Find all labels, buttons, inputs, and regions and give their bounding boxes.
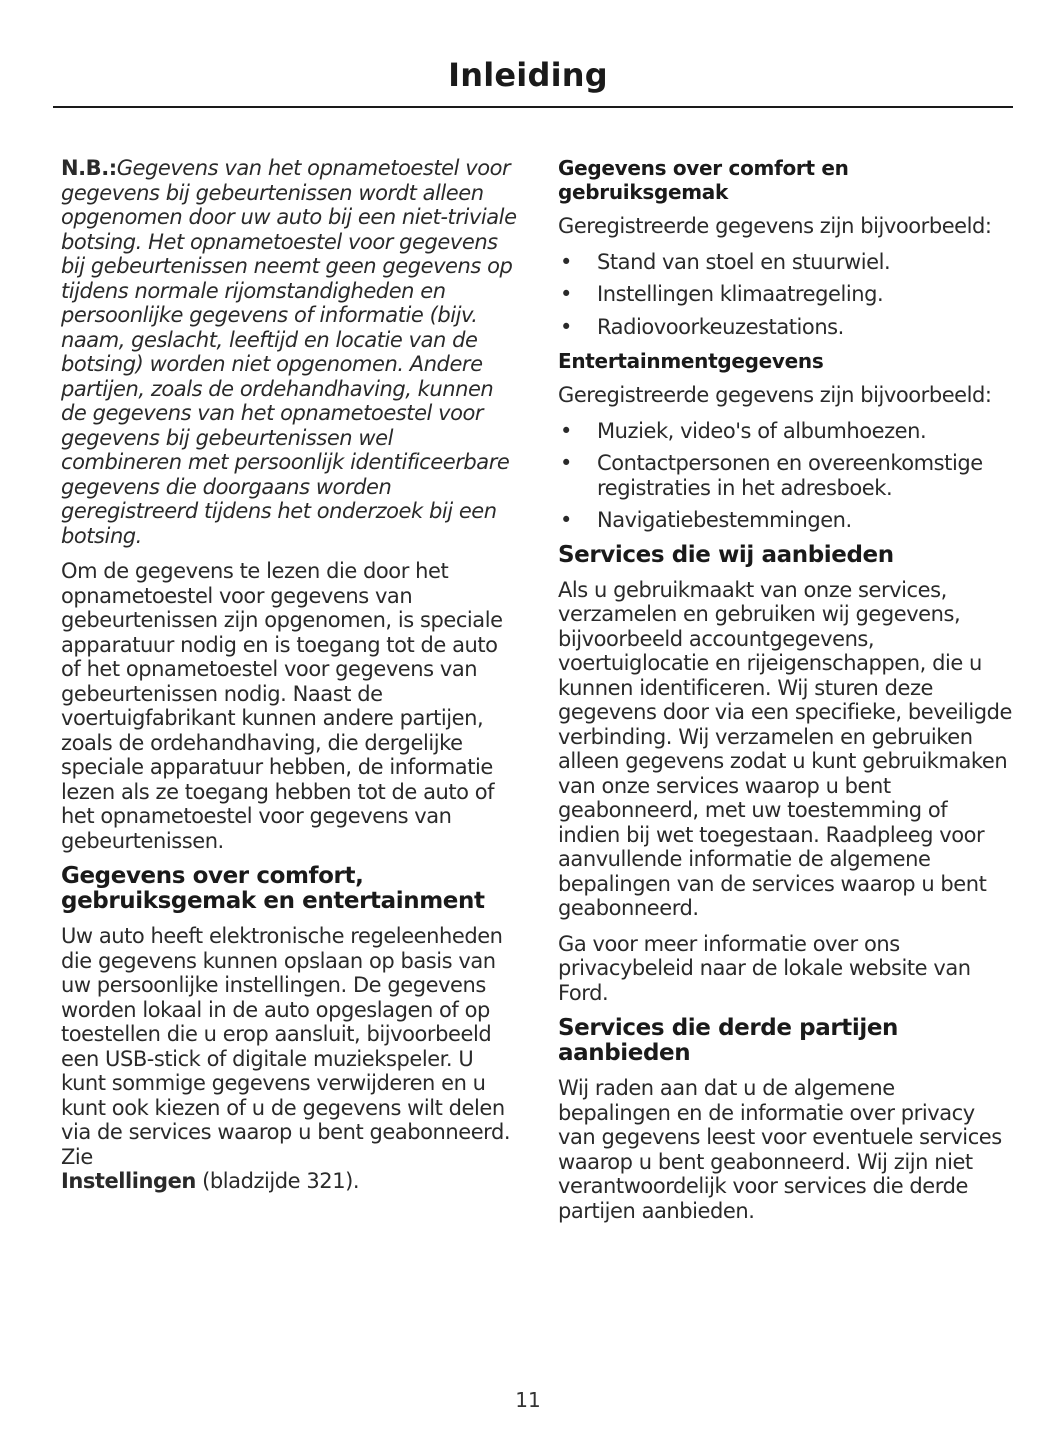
comfort-list [558, 250, 1013, 340]
list-item-text: Navigatiebestemmingen. [597, 508, 852, 532]
header-rule [53, 106, 1013, 108]
settings-paragraph [61, 924, 519, 1194]
settings-link[interactable]: Instellingen [61, 1169, 196, 1193]
bullet: • [560, 451, 572, 475]
privacy-paragraph: Ga voor meer informatie over ons privacybeleid naar de lokale website van Ford. [558, 931, 971, 1005]
bullet: • [560, 249, 572, 274]
note-label: N.B.: [61, 156, 117, 180]
list-item [558, 282, 1013, 307]
services-paragraph: Als u gebruikmaakt van onze services, verzamelen en gebruiken wij gegevens, bijvoorbeeld accountgegevens, voertuiglocatie en rijeigenschappen, die u kunnen identificeren. Wij sturen deze gegevens door via een specifieke, beveiligde verbinding. Wij verzamelen en gebruiken alleen gegevens zodat u kunt gebruikmaken van onze services waarop u bent geabonneerd, met uw toestemming of indien bij wet toegestaan. Raadpleeg voor aanvullende informatie de algemene bepalingen van de services waarop u bent geabonneerd. [558, 577, 1013, 920]
bullet: • [560, 508, 572, 532]
third-party-paragraph: Wij raden aan dat u de algemene bepalingen en de informatie over privacy van gegevens leest voor eventuele services waarop u bent geabonneerd. Wij zijn niet verantwoordelijk voor services die derde partijen aanbieden. [558, 1076, 1002, 1223]
bullet: • [560, 282, 572, 306]
page-number: 11 [515, 1388, 541, 1412]
third-party-heading: Services die derde partijen aanbieden [558, 1015, 899, 1066]
list-item-text: Radiovoorkeuzestations. [597, 314, 844, 339]
list-item-text: Contactpersonen en overeenkomstige registraties in het adresboek. [597, 451, 983, 500]
note-paragraph [61, 156, 519, 548]
bullet: • [560, 418, 572, 443]
entertainment-heading: Entertainmentgegevens [558, 349, 824, 373]
right-column [558, 156, 1013, 1234]
bullet: • [560, 314, 572, 339]
list-item [558, 250, 1013, 275]
left-column [61, 156, 519, 1205]
comfort-heading: Gegevens over comfort en gebruiksgemak [558, 156, 849, 204]
list-item-text: Muziek, video's of albumhoezen. [597, 418, 927, 443]
list-item-text: Stand van stoel en stuurwiel. [597, 249, 891, 274]
comfort-entertainment-heading: Gegevens over comfort, gebruiksgemak en entertainment [61, 863, 485, 914]
page-title: Inleiding [448, 56, 608, 94]
services-heading: Services die wij aanbieden [558, 541, 894, 568]
list-item [558, 508, 1013, 533]
list-item [558, 419, 1013, 444]
settings-page-ref: (bladzijde 321). [202, 1169, 360, 1193]
note-text: Gegevens van het opnametoestel voor gegevens bij gebeurtenissen wordt alleen opgenomen door uw auto bij een niet-triviale botsing. Het opnametoestel voor gegevens bij gebeurtenissen neemt geen gegevens op tijdens normale rijomstandigheden en persoonlijke gegevens of informatie (bijv. naam, geslacht, leeftijd en locatie van de botsing) worden niet opgenomen. Andere partijen, zoals de ordehandhaving, kunnen de gegevens van het opnametoestel voor gegevens bij gebeurtenissen wel combineren met persoonlijk identificeerbare gegevens die doorgaans worden geregistreerd tijdens het onderzoek bij een botsing. [61, 156, 517, 548]
comfort-intro: Geregistreerde gegevens zijn bijvoorbeeld: [558, 214, 992, 238]
edr-reading-paragraph: Om de gegevens te lezen die door het opnametoestel voor gegevens van gebeurtenissen zijn opgenomen, is speciale apparatuur nodig en is toegang tot de auto of het opnametoestel voor gegevens van gebeurtenissen nodig. Naast de voertuigfabrikant kunnen andere partijen, zoals de ordehandhaving, die dergelijke speciale apparatuur hebben, de informatie lezen als ze toegang hebben tot de auto of het opnametoestel voor gegevens van gebeurtenissen. [61, 559, 503, 853]
entertainment-list [558, 419, 1013, 533]
list-item [558, 315, 1013, 340]
entertainment-intro: Geregistreerde gegevens zijn bijvoorbeeld: [558, 383, 992, 407]
list-item [558, 451, 1013, 500]
settings-text: Uw auto heeft elektronische regeleenheden die gegevens kunnen opslaan op basis van uw persoonlijke instellingen. De gegevens worden lokaal in de auto opgeslagen of op toestellen die u erop aansluit, bijvoorbeeld een USB-stick of digitale muziekspeler. U kunt sommige gegevens verwijderen en u kunt ook kiezen of u de gegevens wilt delen via de services waarop u bent geabonneerd. Zie [61, 924, 511, 1169]
list-item-text: Instellingen klimaatregeling. [597, 282, 884, 306]
